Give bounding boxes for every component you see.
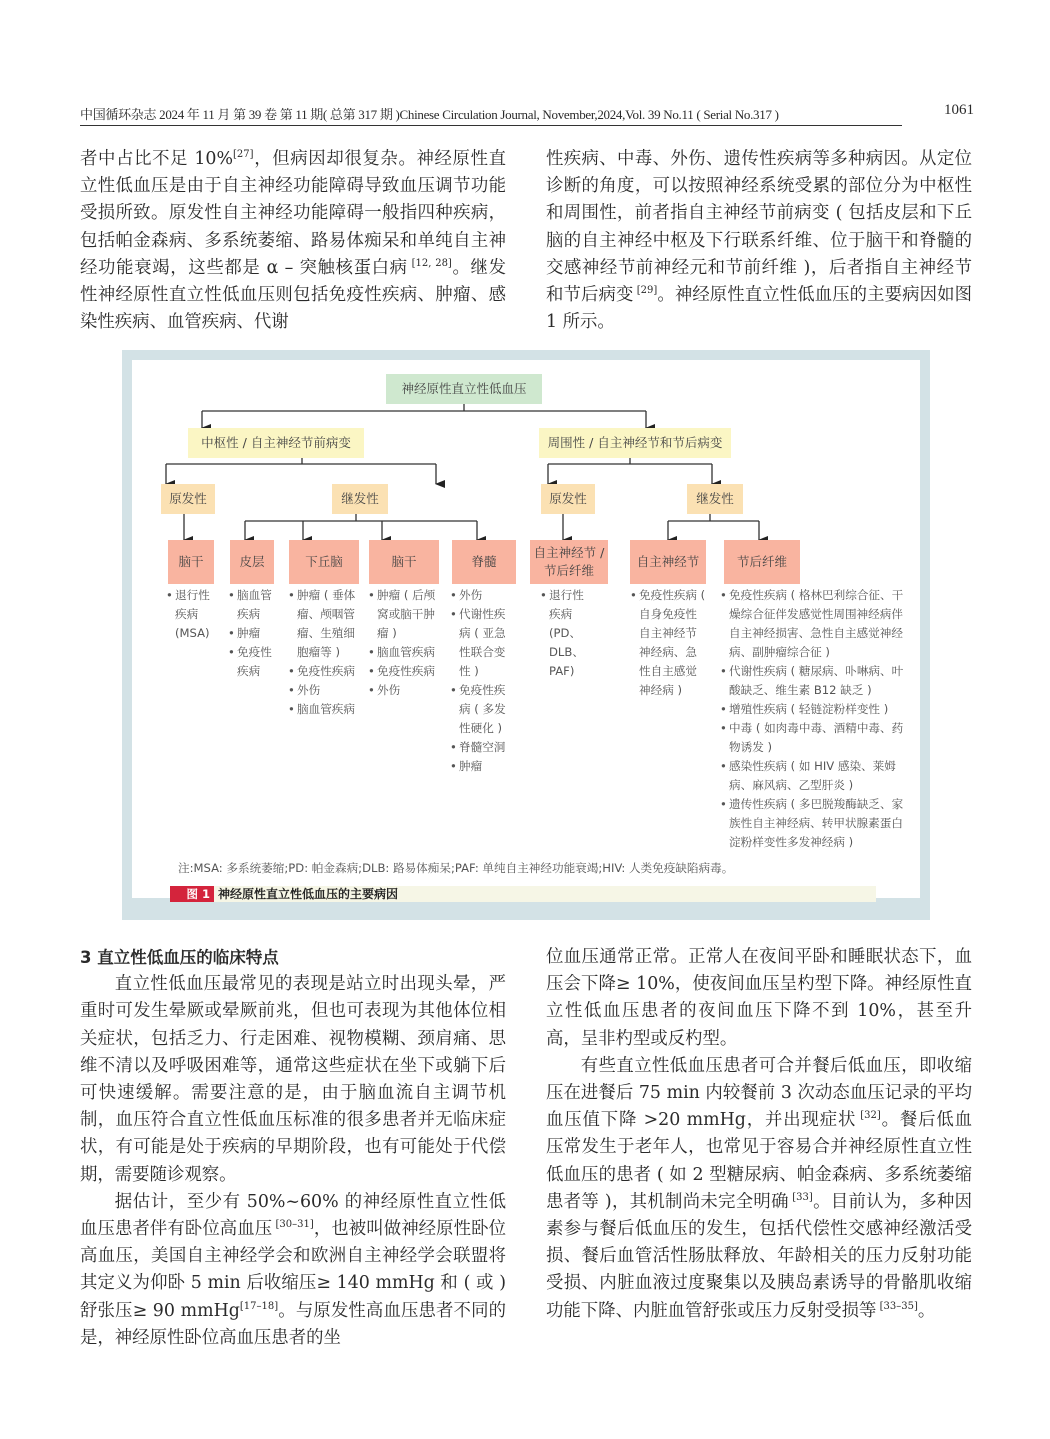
central-node: 中枢性 / 自主神经节前病变 — [188, 428, 364, 458]
citation: [30–31] — [272, 1219, 314, 1231]
list-item: • 退行性疾病 (MSA) — [166, 586, 220, 643]
list-item: • 肿瘤 — [450, 757, 516, 776]
peripheral-node: 周围性 / 自主神经节和节后病变 — [539, 428, 731, 458]
peripheral-secondary-node: 继发性 — [687, 484, 743, 514]
list-item: • 肿瘤 ( 垂体瘤、颅咽管瘤、生殖细胞瘤等 ) — [288, 586, 366, 662]
figure-1 — [132, 360, 920, 901]
leaf-node: 脊髓 — [452, 540, 516, 584]
section-3-right — [546, 944, 972, 1325]
citation: [33–35] — [876, 1300, 918, 1312]
leaf-node: 自主神经节 / 节后纤维 — [530, 540, 608, 584]
text: 。餐后低血压常发生于老年人，也常见于容易合并神经原性直立性低血压的患者 ( 如 2 型糖尿病、帕金森病、多系统萎缩患者等 )，其机制尚未完全明确 — [546, 1110, 972, 1212]
list-item: • 脑血管疾病 — [228, 586, 278, 624]
text: 。继发性神经原性直立性低血压则包括免疫性疾病、肿瘤、感染性疾病、血管疾病、代谢 — [80, 257, 506, 333]
running-head: 中国循环杂志 2024 年 11 月 第 39 卷 第 11 期( 总第 317 期 )Chinese Circulation Journal, November,2024,Vol. 39 No.11 ( Serial No.317 ) — [80, 104, 902, 126]
text: ，也被叫做神经原性卧位高血压，美国自主神经学会和欧洲自主神经学会联盟将其定义为仰卧 5 min 后收缩压≥ 140 mmHg 和 ( 或 ) 舒张压≥ 90 mmHg — [80, 1219, 506, 1321]
list-item: • 外伤 — [450, 586, 516, 605]
leaf-node: 皮层 — [230, 540, 274, 584]
flow-diagram — [132, 360, 920, 901]
leaf-list — [166, 586, 220, 643]
paragraph — [80, 1189, 506, 1352]
leaf-node: 脑干 — [168, 540, 214, 584]
citation: [29] — [633, 285, 658, 297]
leaf-node: 脑干 — [369, 540, 439, 584]
list-item: • 代谢性疾病 ( 糖尿病、卟啉病、叶酸缺乏、维生素 B12 缺乏 ) — [720, 662, 906, 700]
list-item: • 免疫性疾病 ( 格林巴利综合征、干燥综合征伴发感觉性周围神经病伴自主神经损害、急性自主感觉神经病、副肿瘤综合征 ) — [720, 586, 906, 662]
list-item: • 增殖性疾病 ( 轻链淀粉样变性 ) — [720, 700, 906, 719]
list-item: • 肿瘤 ( 后颅窝或脑干肿瘤 ) — [368, 586, 446, 643]
text: 据估计，至少有 50%~60% 的神经原性直立性低血压患者伴有卧位高血压 — [80, 1191, 506, 1240]
paragraph: 位血压通常正常。正常人在夜间平卧和睡眠状态下，血压会下降≥ 10%，使夜间血压呈杓型下降。神经原性直立性低血压患者的夜间血压下降不到 10%，甚至升高，呈非杓型或反杓型。 — [546, 947, 972, 1049]
central-secondary-node: 继发性 — [332, 484, 388, 514]
figure-caption: 神经原性直立性低血压的主要病因 — [218, 887, 399, 901]
list-item: • 感染性疾病 ( 如 HIV 感染、莱姆病、麻风病、乙型肝炎 ) — [720, 757, 906, 795]
list-item: • 免疫性疾病 ( 自身免疫性自主神经节神经病、急性自主感觉神经病 ) — [630, 586, 708, 700]
list-item: • 脑血管疾病 — [288, 700, 366, 719]
intro-paragraph-left — [80, 146, 506, 336]
list-item: • 中毒 ( 如肉毒中毒、酒精中毒、药物诱发 ) — [720, 719, 906, 757]
text: ，但病因却很复杂。神经原性直立性低血压是由于自主神经功能障碍导致血压调节功能受损所致。原发性自主神经功能障碍一般指四种疾病，包括帕金森病、多系统萎缩、路易体痴呆和单纯自主神经功能衰竭，这些都是 α – 突触核蛋白病 — [80, 149, 506, 278]
list-item: • 退行性疾病 (PD、DLB、PAF) — [540, 586, 594, 681]
list-item: • 免疫性疾病 — [288, 662, 366, 681]
list-item: • 免疫性疾病 — [228, 643, 278, 681]
paragraph — [546, 1053, 972, 1325]
section-heading: 3 直立性低血压的临床特点 — [80, 948, 279, 967]
list-item: • 遗传性疾病 ( 多巴脱羧酶缺乏、家族性自主神经病、转甲状腺素蛋白淀粉样变性多发神经病 ) — [720, 795, 906, 852]
leaf-list — [630, 586, 708, 700]
intro-paragraph-right — [546, 146, 972, 336]
text: 。目前认为，多种因素参与餐后低血压的发生，包括代偿性交感神经激活受损、餐后血管活性肠肽释放、年龄相关的压力反射功能受损、内脏血液过度聚集以及胰岛素诱导的骨骼肌收缩功能下降、内脏血管舒张或压力反射受损等 — [546, 1191, 972, 1321]
figure-1-frame — [122, 350, 930, 920]
leaf-node: 节后纤维 — [724, 540, 800, 584]
section-3-left — [80, 944, 506, 1352]
citation: [33] — [788, 1192, 813, 1204]
citation: [12, 28] — [407, 258, 452, 270]
text: 。与原发性高血压患者不同的是，神经原性卧位高血压患者的坐 — [80, 1300, 506, 1348]
text: 。 — [917, 1300, 936, 1321]
leaf-list — [288, 586, 366, 719]
leaf-node: 自主神经节 — [630, 540, 706, 584]
list-item: • 肿瘤 — [228, 624, 278, 643]
citation: [17–18] — [239, 1300, 279, 1312]
text: 。神经原性直立性低血压的主要病因如图 1 所示。 — [546, 285, 972, 333]
leaf-list — [450, 586, 516, 776]
peripheral-primary-node: 原发性 — [541, 484, 595, 514]
page-number: 1061 — [944, 102, 974, 118]
figure-label: 图 1 — [170, 886, 214, 902]
list-item: • 免疫性疾病 ( 多发性硬化 ) — [450, 681, 516, 738]
citation: [27] — [233, 149, 254, 161]
text: 有些直立性低血压患者可合并餐后低血压，即收缩压在进餐后 75 min 内较餐前 3 次动态血压记录的平均血压值下降 >20 mmHg，并出现症状 — [546, 1055, 972, 1131]
citation: [32] — [856, 1110, 881, 1122]
leaf-list — [228, 586, 278, 681]
figure-note: 注:MSA: 多系统萎缩;PD: 帕金森病;DLB: 路易体痴呆;PAF: 单纯自主神经功能衰竭;HIV: 人类免疫缺陷病毒。 — [178, 861, 734, 875]
central-primary-node: 原发性 — [161, 484, 215, 514]
list-item: • 脑血管疾病 — [368, 643, 446, 662]
leaf-list — [540, 586, 594, 681]
list-item: • 外伤 — [368, 681, 446, 700]
leaf-node: 下丘脑 — [289, 540, 359, 584]
list-item: • 外伤 — [288, 681, 366, 700]
paragraph: 直立性低血压最常见的表现是站立时出现头晕，严重时可发生晕厥或晕厥前兆，但也可表现为其他体位相关症状，包括乏力、行走困难、视物模糊、颈肩痛、思维不清以及呼吸困难等，通常这些症状在坐下或躺下后可快速缓解。需要注意的是，由于脑血流自主调节机制，血压符合直立性低血压标准的很多患者并无临床症状，有可能是处于疾病的早期阶段，也有可能处于代偿期，需要随诊观察。 — [80, 974, 506, 1185]
list-item: • 免疫性疾病 — [368, 662, 446, 681]
list-item: • 代谢性疾病 ( 亚急性联合变性 ) — [450, 605, 516, 681]
text: 性疾病、中毒、外伤、遗传性疾病等多种病因。从定位诊断的角度，可以按照神经系统受累的部位分为中枢性和周围性，前者指自主神经节前病变 ( 包括皮层和下丘脑的自主神经中枢及下行联系纤维、位于脑干和脊髓的交感神经节前神经元和节前纤维 )，后者指自主神经节和节后病变 — [546, 149, 972, 306]
leaf-list — [368, 586, 446, 700]
text: 者中占比不足 10% — [80, 149, 234, 169]
leaf-list — [720, 586, 906, 852]
root-node: 神经原性直立性低血压 — [386, 374, 542, 404]
list-item: • 脊髓空洞 — [450, 738, 516, 757]
